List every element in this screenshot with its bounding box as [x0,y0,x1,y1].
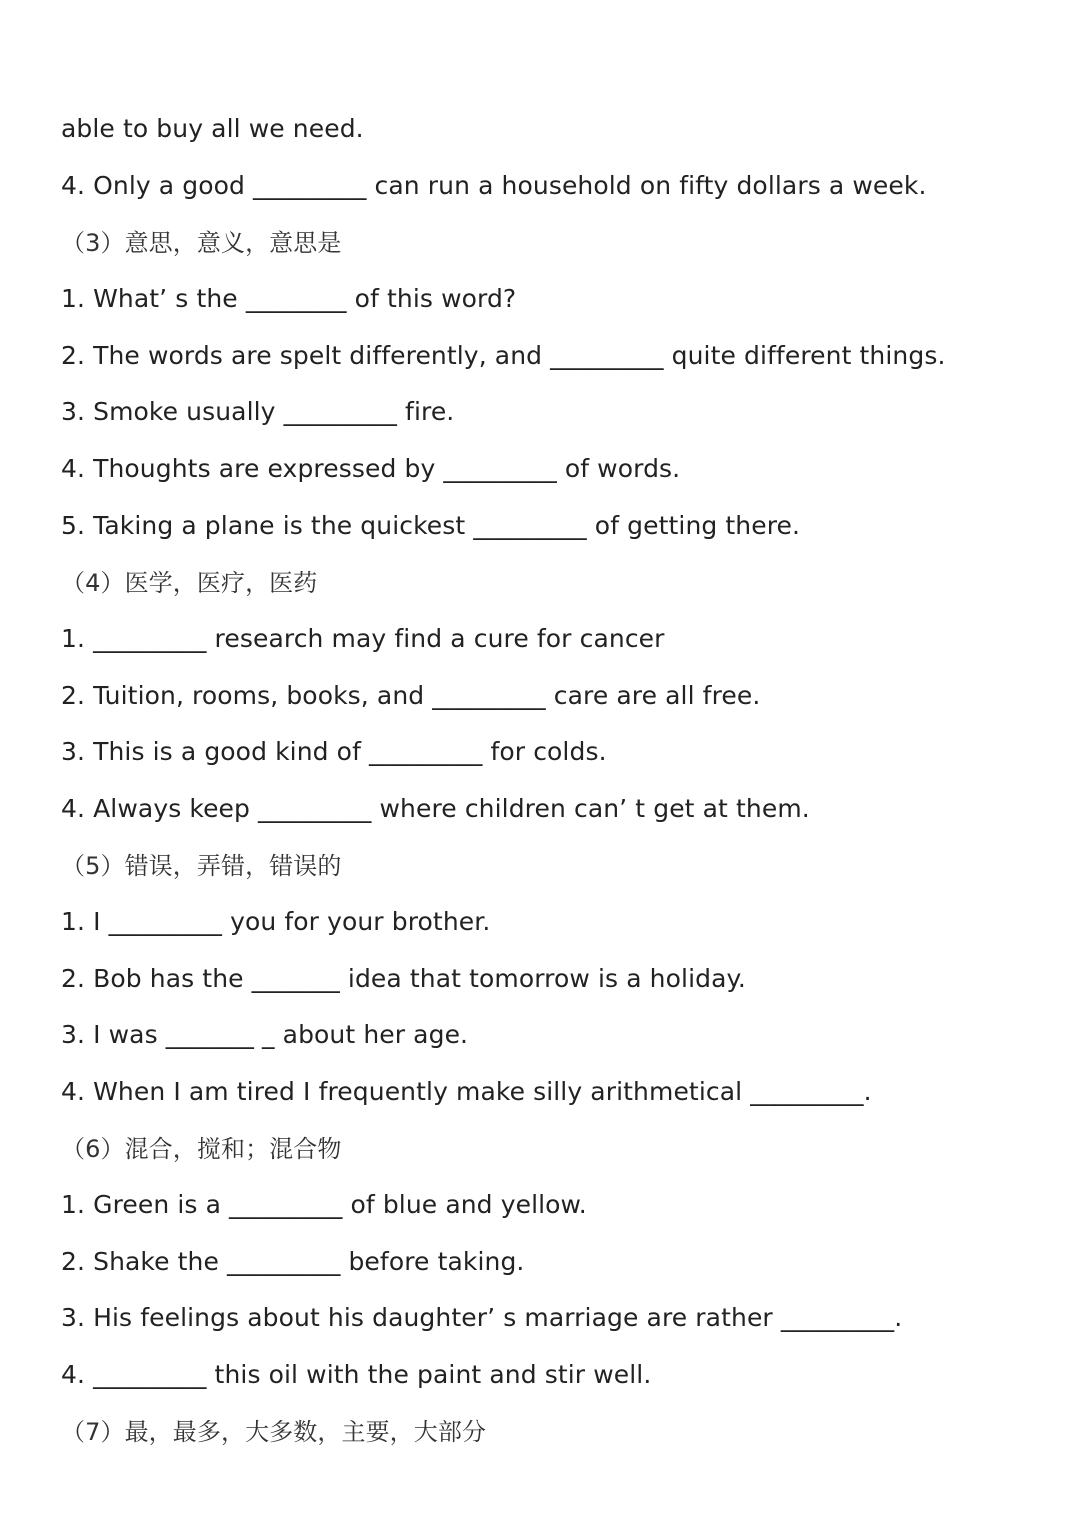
question-line: 4. Thoughts are expressed by _________ of words. [61,454,681,483]
section-heading: （6）混合，搅和；混合物 [61,1135,342,1163]
question-line: 4. _________ this oil with the paint and stir well. [61,1360,652,1389]
question-line: 3. Smoke usually _________ fire. [61,397,455,426]
question-line: 2. Bob has the _______ idea that tomorrow is a holiday. [61,964,746,993]
question-line: 4. When I am tired I frequently make silly arithmetical _________. [61,1077,872,1106]
question-line: 1. _________ research may find a cure for cancer [61,624,665,653]
question-line: 4. Always keep _________ where children can’ t get at them. [61,794,810,823]
question-line: 2. Tuition, rooms, books, and _________ care are all free. [61,681,761,710]
question-line: 5. Taking a plane is the quickest _________ of getting there. [61,511,801,540]
question-line: 3. I was _______ _ about her age. [61,1020,469,1049]
question-line: 2. The words are spelt differently, and _________ quite different things. [61,341,946,370]
section-heading: （4）医学，医疗，医药 [61,569,318,597]
question-line: 2. Shake the _________ before taking. [61,1247,525,1276]
section-heading: （7）最，最多，大多数，主要，大部分 [61,1418,487,1446]
question-line: 3. His feelings about his daughter’ s marriage are rather _________. [61,1303,903,1332]
question-line: 1. I _________ you for your brother. [61,907,491,936]
question-line: 4. Only a good _________ can run a household on fifty dollars a week. [61,171,927,200]
question-line: 1. What’ s the ________ of this word? [61,284,517,313]
question-line: 3. This is a good kind of _________ for colds. [61,737,607,766]
text-line: able to buy all we need. [61,114,364,143]
question-line: 1. Green is a _________ of blue and yellow. [61,1190,587,1219]
section-heading: （3）意思，意义，意思是 [61,229,342,257]
section-heading: （5）错误，弄错，错误的 [61,852,342,880]
